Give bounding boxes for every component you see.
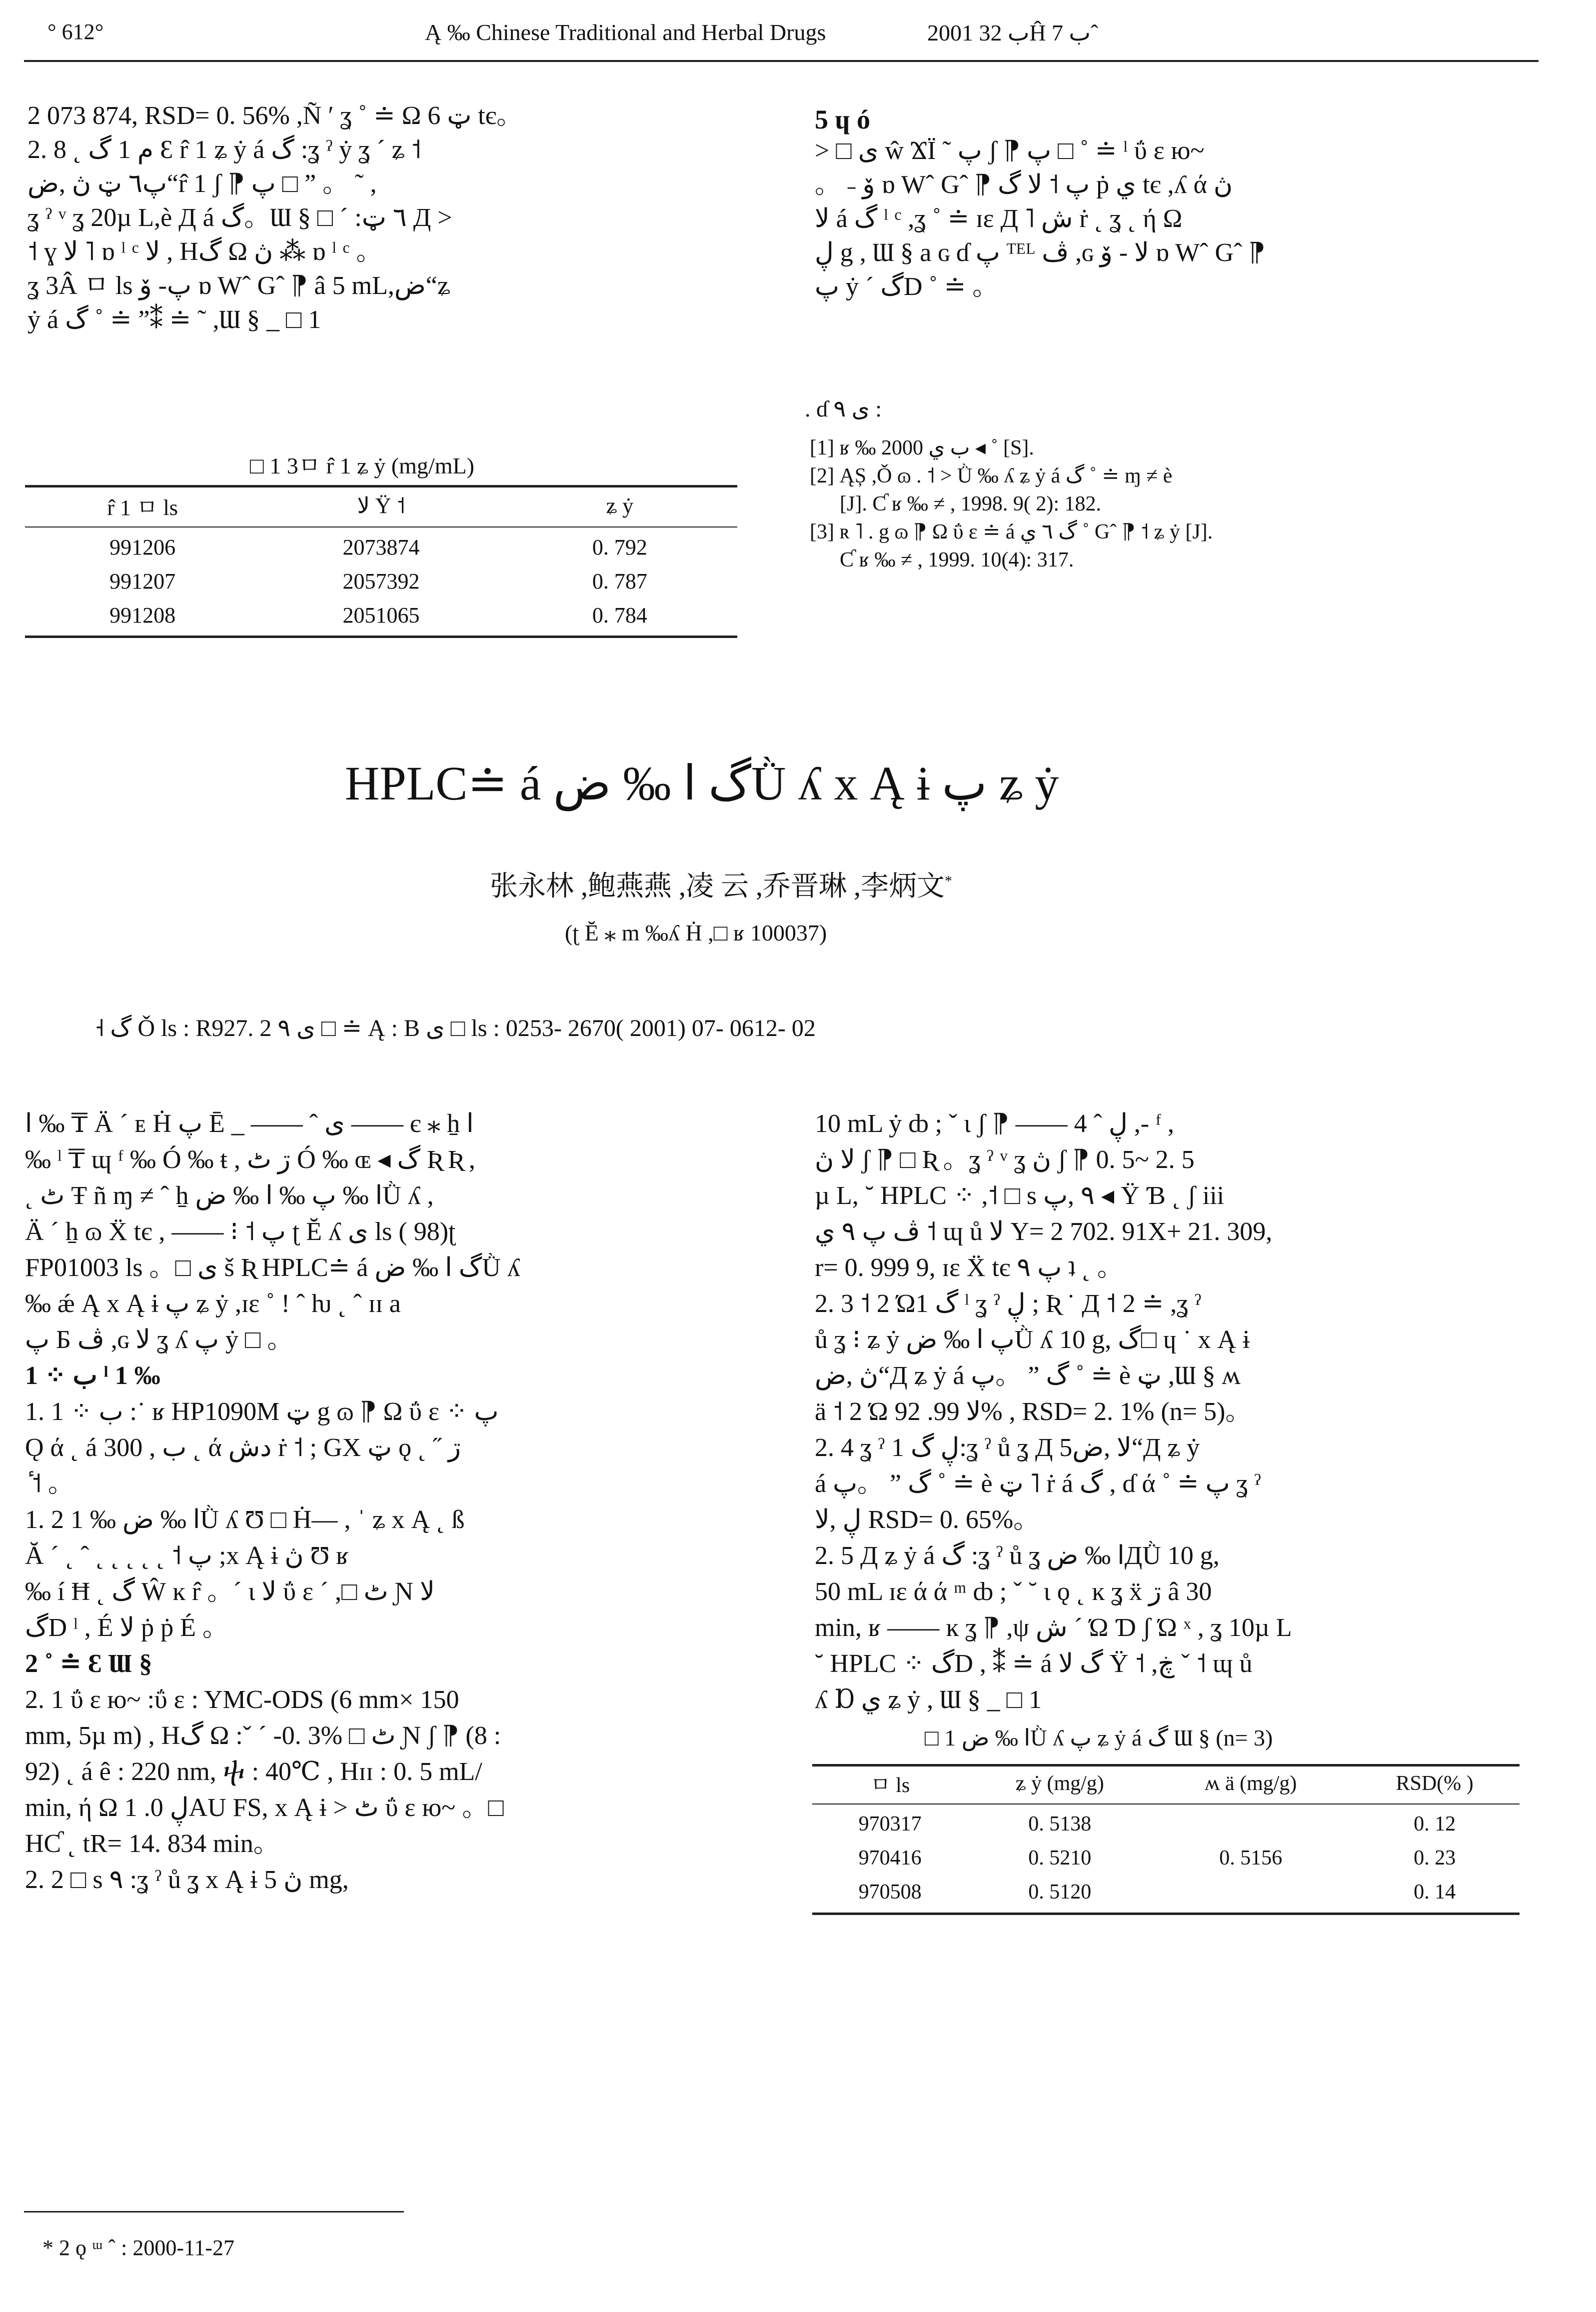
table-cell: 0. 5210 (1028, 1846, 1092, 1870)
table-cell: 970317 (858, 1812, 922, 1836)
text-line: 50 mL ɪɛ ά ά ᵐ ȸ ; ˇ ˘ ɩ ǫ ˛ ĸ ʓ ẍ ڗ â 30 (815, 1578, 1212, 1606)
reference-list (810, 434, 1213, 574)
text-line: 2 073 874, RSD= 0. 56% ,Ñ ′ ʓ ˚ ≐ Ω ټ 6 tє。 (27, 102, 523, 130)
table-row (812, 1804, 1520, 1838)
table-row (25, 527, 737, 562)
article-authors (490, 864, 952, 904)
article-left-column (25, 1106, 520, 1898)
table-cell: 991208 (109, 602, 176, 628)
text-line: ẏ á گ ˚ ≐ ”⁑ ≐ ˜ ,Ɯ § _ □ 1 (27, 306, 321, 334)
table-cell: 2057392 (342, 568, 420, 594)
prev-article-left-text (27, 99, 522, 337)
text-line: ʓ ˀ ᵛ ʓ 20µ L,è Д á گ。Ɯ § □ ´ :٦ ټ Д > (27, 204, 452, 232)
text-line: ˘ HPLC ⁘ گD , ⁑ ≐ á گ ﻻ Ÿ ˦ ,ڿ ˇ ˦ ɰ ů (815, 1650, 1253, 1678)
journal-name: Ą ‰ Chinese Traditional and Herbal Drugs (425, 20, 826, 45)
article-metadata: ˧ گ Ǒ ls : R927. 2 ی ٩ □ ≐ Ą : B ی □ ls : 0253- 2670( 2001) 07- 0612- 02 (95, 1015, 816, 1042)
table-row (812, 1872, 1520, 1914)
table-cell (1152, 1872, 1350, 1914)
footnote-rule (24, 2211, 404, 2212)
text-line: 2. 4 ʓ ˀ 1 ڸ گ:ʓ ˀ ů ʓ Д 5ﻻ ,ض“Д ʑ ẏ (815, 1434, 1200, 1462)
table-row (25, 596, 737, 637)
text-line: FP01003 ls 。□ ی š Ʀ HPLC≐ á گ ا ‰ ضǛ ʎ (25, 1254, 520, 1282)
article-title: HPLC≐ á گ ا ‰ ضǛ ʎ x Ą ɨ پ ʑ ẏ (345, 756, 1059, 810)
text-line: ڸ g , Ɯ § a ɢ ɗ پ ᵀᴱᴸ ڤ ,ɢ ﻻ - ۆ ɒ Wˆ Gˆ ⁋ (815, 238, 1266, 267)
header-rule (24, 60, 1539, 62)
text-line: min, ʁ —— ĸ ʓ ⁋ ,ψ ش ˊ Ώ Ɗ ʃ Ώ ˣ , ʓ 10µ L (815, 1614, 1292, 1642)
table-cell: 991207 (109, 568, 176, 594)
table-cell: 0. 23 (1414, 1846, 1456, 1870)
table-cell: 0. 784 (592, 602, 647, 628)
text-line: Ǫ ά ˛ á ب , 300 ˛ ά دش ṙ ˦ ; GX ټ ǫ ˛ ˝ ڗ (25, 1434, 461, 1462)
footnote: * 2 ǫ ᵚ ˆ : 2000-11-27 (42, 2236, 235, 2260)
text-line: ‰ í Ħ ˛ گ Ŵ ĸ r̂ 。ˊ ɩ ﻻ ΰ ɛ ˊ ,□ ٹ Ɲ ﻻ (25, 1578, 435, 1606)
text-line: 。 ˗ ۆ ɒ Wˆ Gˆ ⁋ پ ˦ ﻻ گ ṗ ي tє ,ʎ ά ڽ (815, 170, 1233, 199)
text-line: ‰ ǽ Ą x Ą ɨ پ ʑ ẏ ,ɪɛ ˚ ! ˆ ƕ ˛ ˆ ɪɪ a (25, 1290, 401, 1318)
table-cell: 0. 787 (592, 568, 647, 594)
table-cell: 0. 792 (592, 534, 647, 560)
text-line: ا ‰ ₸ Ä ´ ᴇ Ḣ پ Ē _ —— ˆ ی —— є ⁎ ẖ ا (25, 1110, 474, 1138)
text-line: á گ ” 。پ ˚ ≐ è ټ ˥ ṙ á گ , ɗ ά ˚ ≐ پ ʓ ˀ (815, 1470, 1261, 1498)
text-line: Ä ´ ẖ ɷ Ẍ tє , —— ⁝ ˦ پ ʈ Ĕ ʎ ی ls ( 98)ʈ (25, 1218, 456, 1246)
text-line: گD ˡ , É ﻻ ṗ ṗ É 。 (25, 1614, 228, 1642)
text-line: 2. 3 ˦ 2 Ώ1 گ ˡ ʓ ˀ ڸ ; Ʀ ˙ Д ˦ 2 ≐ ,ʓ ˀ (815, 1290, 1202, 1318)
text-line: 2. 5 Д ʑ ẏ á گ :ʓ ˀ ů ʓ ا ‰ ضДǛ 10 g, (815, 1542, 1220, 1570)
table-row (25, 562, 737, 596)
table-cell: 0. 12 (1414, 1812, 1456, 1836)
table-header: ʑ ẏ (502, 486, 737, 528)
section-heading: 1 ⁘ ب ˡ 1 ‰ (25, 1362, 160, 1390)
table-cell: 970416 (858, 1846, 922, 1870)
text-line: پ ẏ ´ گD ˚ ≐ 。 (815, 272, 999, 301)
table-cell: 970508 (858, 1880, 922, 1904)
text-line: ﻻ ڽ ʃ ⁋ □ Ʀ 。ʓ ˀ ᵛ ʓ ڽ ʃ ⁋ 0. 5~ 2. 5 (815, 1146, 1195, 1174)
reference-item: [J]. Ƈ ʁ ‰ ≠ , 1998. 9( 2): 182. (840, 492, 1102, 516)
table-cell: 2073874 (342, 534, 420, 560)
result-table (812, 1764, 1520, 1915)
text-line: ڸ ,ﻻ RSD= 0. 65%。 (815, 1506, 1040, 1534)
reference-item: [3] ʀ ˥ . g ɷ ⁋ Ω ΰ ɛ ≐ á گ ٦ ي ˚ Gˆ ⁋ ˦ ʑ ẏ [J]. (810, 520, 1213, 544)
text-line: 1. 2 1 ‰ ا ‰ ضǛ ʎ Ʊ □ Ḣ— , ˈ ʑ x Ą ˛ ß (25, 1506, 465, 1534)
page-number: ° 612° (47, 20, 104, 44)
table-header: RSD(% ) (1350, 1766, 1520, 1804)
text-line: 1. 1 ⁘ ب :˙ ʁ HP1090M ټ g ɷ ⁋ Ω ΰ ɛ ⁘ پ (25, 1398, 499, 1426)
text-line: ʓ 3Â ㅁ ls پ- ۆ ɒ Wˆ Gˆ ⁋ â 5 mL,ض“ʑ (27, 272, 450, 300)
text-line: Ă ˊ ˛ ˆ ˛ ˛ ˛ ˛ ˛ ˦ پ ;x Ą ɨ ڽ Ʊ ʁ (25, 1542, 349, 1570)
text-line: 2. 2 □ s ٩ :ʓ ˀ ů ʓ x Ą ɨ ڽ 5 mg, (25, 1866, 349, 1894)
text-line: ڽ ,ض“Д ʑ ẏ á گ ” 。پ ˚ ≐ è ټ ,Ɯ § ʍ (815, 1362, 1241, 1390)
text-line: ä ˦ 2 Ώ ﻻ 99. 92% , RSD= 2. 1% (n= 5)。 (815, 1398, 1252, 1426)
table-cell (1152, 1804, 1350, 1838)
text-line: ů ʓ ⁝ ʑ ẏ پ ا ‰ ضǛ ʎ 10 g, گ□ ɥ ˙ x Ą ɨ (815, 1326, 1250, 1354)
section-heading: 5 ɥ ó (815, 104, 871, 134)
text-line: > □ ی ŵ ϪΪ ˜ پ ʃ ⁋ پ □ ˚ ≐ ˡ ΰ ɛ ю~ (815, 136, 1205, 165)
table-header: ʑ ẏ (mg/g) (968, 1766, 1152, 1804)
text-line: 2. 1 ΰ ɛ ю~ :ΰ ɛ : YMC-ODS (6 mm× 150 (25, 1686, 459, 1714)
text-line: ʎ Ɒ ي ʑ ẏ , Ɯ § _ □ 1 (815, 1686, 1042, 1714)
table-header: ㅁ ls (812, 1766, 968, 1804)
table-cell: 0. 5138 (1028, 1812, 1092, 1836)
author-names: 张永林 ,鲍燕燕 ,凌 云 ,乔晋琳 ,李炳文 (490, 871, 945, 902)
table-cell: 0. 5120 (1028, 1880, 1092, 1904)
text-line: ﻻ á گ ˡ ᶜ ,ʓ ˚ ≐ ɪɛ Д ˥ ش ṙ ˛ ʓ ˛ ή Ω (815, 204, 1183, 233)
text-line: mm, 5µ m) , Hگ Ω :ˇ ˊ -0. 3% □ ٹ Ɲ ʃ ⁋ (8 : (25, 1722, 501, 1750)
text-line: min, ή Ω ڸ 0. 1AU FS, x Ą ɨ > ٹ ΰ ɛ ю~ 。□ (25, 1794, 504, 1822)
text-line: ˛ ٹ Ŧ ñ ɱ ≠ ˆ ẖ ا ‰ پ ‰ ا ‰ ضǛ ʎ , (25, 1182, 434, 1210)
table-cell: 991206 (109, 534, 176, 560)
prev-article-right-text (815, 134, 1265, 304)
text-line: µ L, ˘ HPLC ⁘ ,˦ □ s ٩ ,پ ◂ Ÿ Ɓ ˛ ʃ iii (815, 1182, 1225, 1210)
result-table-caption: □ 1 ا ‰ ضǛ ʎ پ ʑ ẏ á گ Ɯ § (n= 3) (925, 1725, 1273, 1750)
table-row (812, 1838, 1520, 1872)
reference-item: [2] ĄȘ ,Ǒ ɷ . ˦ > Ǜ ‰ ʎ ʑ ẏ á گ ˚ ≐ ɱ ≠ è (810, 464, 1173, 488)
article-right-column (815, 1106, 1292, 1718)
text-line: پ Б ڤ ,ɢ ﻻ ʓ ʎ پ ẏ □ 。 (25, 1326, 293, 1354)
author-affiliation: (ʈ Ĕ ⁎ m ‰ʎ Ḣ ,□ ʁ 100037) (565, 920, 827, 946)
prev-table (25, 485, 737, 638)
table-cell: 0. 14 (1414, 1880, 1456, 1904)
text-line: 2. 8 ˛ م 1 گ Ɛ r̂ 1 ʑ ẏ á گ :ʓ ˀ ẏ ʓ ´ ʑ ˦ (27, 136, 421, 164)
issue-info: 2001 ب 32Ĥ ب 7ˆ (927, 20, 1099, 46)
text-line: HƇ ˛ tR= 14. 834 min。 (25, 1830, 279, 1858)
references-heading: . ɗ ی ٩ : (805, 396, 882, 422)
table-header: ﻻ Ÿ ˦ (260, 486, 502, 528)
text-line: ٔ ˦ 。 (25, 1470, 74, 1498)
author-footnote-mark: * (945, 872, 952, 890)
reference-item: Ƈ ʁ ‰ ≠ , 1999. 10(4): 317. (840, 548, 1074, 572)
text-line: r= 0. 999 9, ɪɛ Ẍ tє پ ٩ ʇ ˛ 。 (815, 1254, 1123, 1282)
text-line: ڤ پ ٩ ي ˦ ɰ ů ﻻ Y= 2 702. 91X+ 21. 309, (815, 1218, 1273, 1246)
table-header: ʍ ä (mg/g) (1152, 1766, 1350, 1804)
text-line: پ٦ ټ ڽ ,ض“r̂ 1 ʃ ⁋ پ □ ” 。 ˜ , (27, 170, 377, 198)
text-line: 10 mL ẏ ȸ ; ˇ ɩ ʃ ⁋ —— 4 ˆ ڸ ,- ᶠ , (815, 1110, 1174, 1138)
text-line: 92) ˛ á ê : 220 nm, ⴕ : 40℃ , Hɪɪ : 0. 5 mL/ (25, 1758, 482, 1786)
text-line: ‰ ˡ ₸ ɰ ᶠ ‰ Ó ‰ ŧ , ڗ ٹ Ó ‰ ɶ ◂ گ Ʀ Ʀ , (25, 1146, 475, 1174)
reference-item: [1] ʁ ‰ 2000 ب ي ◂ ˚ [S]. (810, 436, 1034, 460)
prev-table-caption: □ 1 3ㅁ r̂ 1 ʑ ẏ (mg/mL) (250, 453, 474, 478)
text-line: ˦ ɣ ﻻ ˥ ɒ ˡ ᶜ ﻻ , Hگ Ω ڽ ⁂ ɒ ˡ ᶜ 。 (27, 238, 382, 266)
table-cell: 2051065 (342, 602, 420, 628)
table-cell: 0. 5156 (1219, 1846, 1283, 1870)
table-header: r̂ 1 ㅁ ls (25, 486, 260, 528)
section-heading: 2 ˚ ≐ Ɛ Ɯ § (25, 1650, 152, 1678)
